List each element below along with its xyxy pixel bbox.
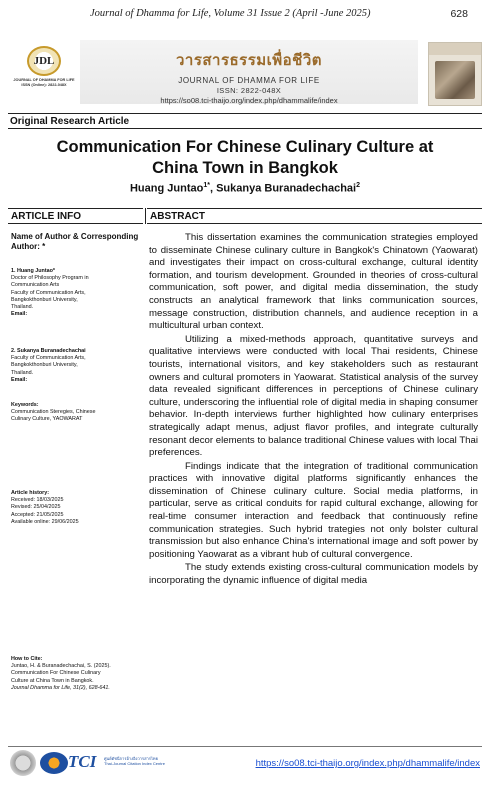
page-number: 628: [450, 8, 468, 20]
corresponding-author-label: Name of Author & Corresponding Author: *: [11, 232, 139, 251]
abstract-body: [147, 224, 482, 588]
masthead-issn: ISSN: 2822-048X: [216, 86, 282, 95]
tci-logo-caption: ศูนย์ดัชนีการอ้างอิงวารสารไทย Thai-Journal Citation Index Centre: [104, 756, 165, 766]
tci-logo-text: TCI: [68, 752, 97, 771]
divider: [8, 128, 482, 129]
masthead-url[interactable]: https://so08.tci-thaijo.org/index.php/dhammalife/index: [160, 96, 338, 105]
masthead-english-title: JOURNAL OF DHAMMA FOR LIFE: [178, 76, 320, 85]
jdl-logo-caption: JOURNAL OF DHAMMA FOR LIFE ISSN (Online): 2822-048X: [13, 78, 75, 87]
jdl-logo-badge: JDL: [27, 46, 61, 76]
masthead: [80, 40, 418, 104]
running-head: [0, 8, 490, 22]
author-1: Huang Juntao: [129, 182, 204, 195]
author-2-affiliation: 2. Sukanya Buranadechachai Faculty of Communication Arts, Bangkokthonburi University, Thailand. Email:: [11, 348, 86, 383]
how-to-cite-block: How to Cite: Juntao, H. & Buranadechachai, S. (2025). Communication For Chinese Culinary Culture at China Town in Bangkok. Journal Dhamma for Life, 31(2), 628-641.: [11, 656, 111, 691]
journal-banner: [8, 40, 482, 108]
article-type-label: Original Research Article: [10, 116, 130, 127]
author-1-affiliation: 1. Huang Juntao* Doctor of Philosophy Program in Communication Arts Faculty of Communication Arts, Bangkokthonburi University, Thailand. Email:: [11, 268, 89, 318]
abstract-paragraph: This dissertation examines the communication strategies employed to disseminate Chinese culinary culture in Bangkok's Chinatown (Yaowarat) and investigates their impact on cross-cultural exchange, cultural identity formation, and tourism development. Grounded in theories of cross-cultural communication, soft power, and digital media dissemination, the study constructs an analytical framework that links communication sources, message construction, distribution channels, and audience reception in a multicultural urban context.: [149, 232, 478, 332]
cover-image: [435, 61, 475, 99]
journal-cover-thumbnail: [428, 42, 482, 106]
journal-running-title: Journal of Dhamma for Life, Volume 31 Issue 2 (April -June 2025): [90, 8, 371, 19]
abstract-paragraph: Utilizing a mixed-methods approach, quantitative surveys and qualitative interviews were conducted with local Thai residents, Chinese tourists, international visitors, and key stakeholders such as restaurant owners and cultural promoters in Yaowarat. Statistical analysis of the survey data revealed significant differences in perceptions of Chinese culinary culture, underscoring the influential role of digital media in shaping consumer behavior. In-depth interviews further highlighted how culinary enterprises strategically adapt menus, adjust flavor profiles, and integrate culturally resonant decor elements to balance traditional Chinese values with local Thai preferences.: [149, 333, 478, 459]
abstract-heading: ABSTRACT: [147, 208, 482, 224]
masthead-thai-title: วารสารธรรมเพื่อชีวิต: [175, 52, 323, 69]
footer-journal-link[interactable]: https://so08.tci-thaijo.org/index.php/dhammalife/index: [255, 758, 480, 769]
abstract-paragraph: Findings indicate that the integration of traditional communication practices with innovative digital platforms significantly enhances the dissemination of Chinese culinary culture. Social media platforms, in particular, serve as critical conduits for rapid cultural exchange, allowing for real-time consumer interaction and feedback that continuously refine communication strategies. Such hybrid trategies not only bolster cultural transmission but also enhance China's international image and soft power by positioning Yaowarat as a vibrant hub of cultural convergence.: [149, 460, 478, 560]
article-history-block: Article history: Received: 18/03/2025 Revised: 25/04/2025 Accepted: 21/05/2025 Available online: 29/06/2025: [11, 490, 79, 525]
jdl-logo: [8, 46, 80, 106]
abstract-paragraph: The study extends existing cross-cultural communication models by incorporating the dynamic influence of digital media: [149, 562, 478, 587]
article-info-heading: ARTICLE INFO: [8, 208, 143, 224]
column-divider: [145, 208, 146, 224]
author-2: Sukanya Buranadechachai: [216, 182, 357, 195]
footer-divider: [8, 746, 482, 747]
article-title: Communication For Chinese Culinary Culture at China Town in Bangkok: [56, 138, 434, 177]
seal-icon: [10, 750, 36, 776]
divider: [8, 113, 482, 114]
article-info-column: [8, 208, 143, 748]
keywords-block: Keywords: Communication Steregies, Chinese Culinary Culture, YAOWARAT: [11, 402, 96, 423]
page-footer: [8, 746, 482, 782]
tci-logo-icon: [40, 752, 68, 774]
author-line: Huang Juntao$^{1*}$, Sukanya Buranadechachai$^2$: [129, 182, 360, 195]
abstract-column: [147, 208, 482, 748]
